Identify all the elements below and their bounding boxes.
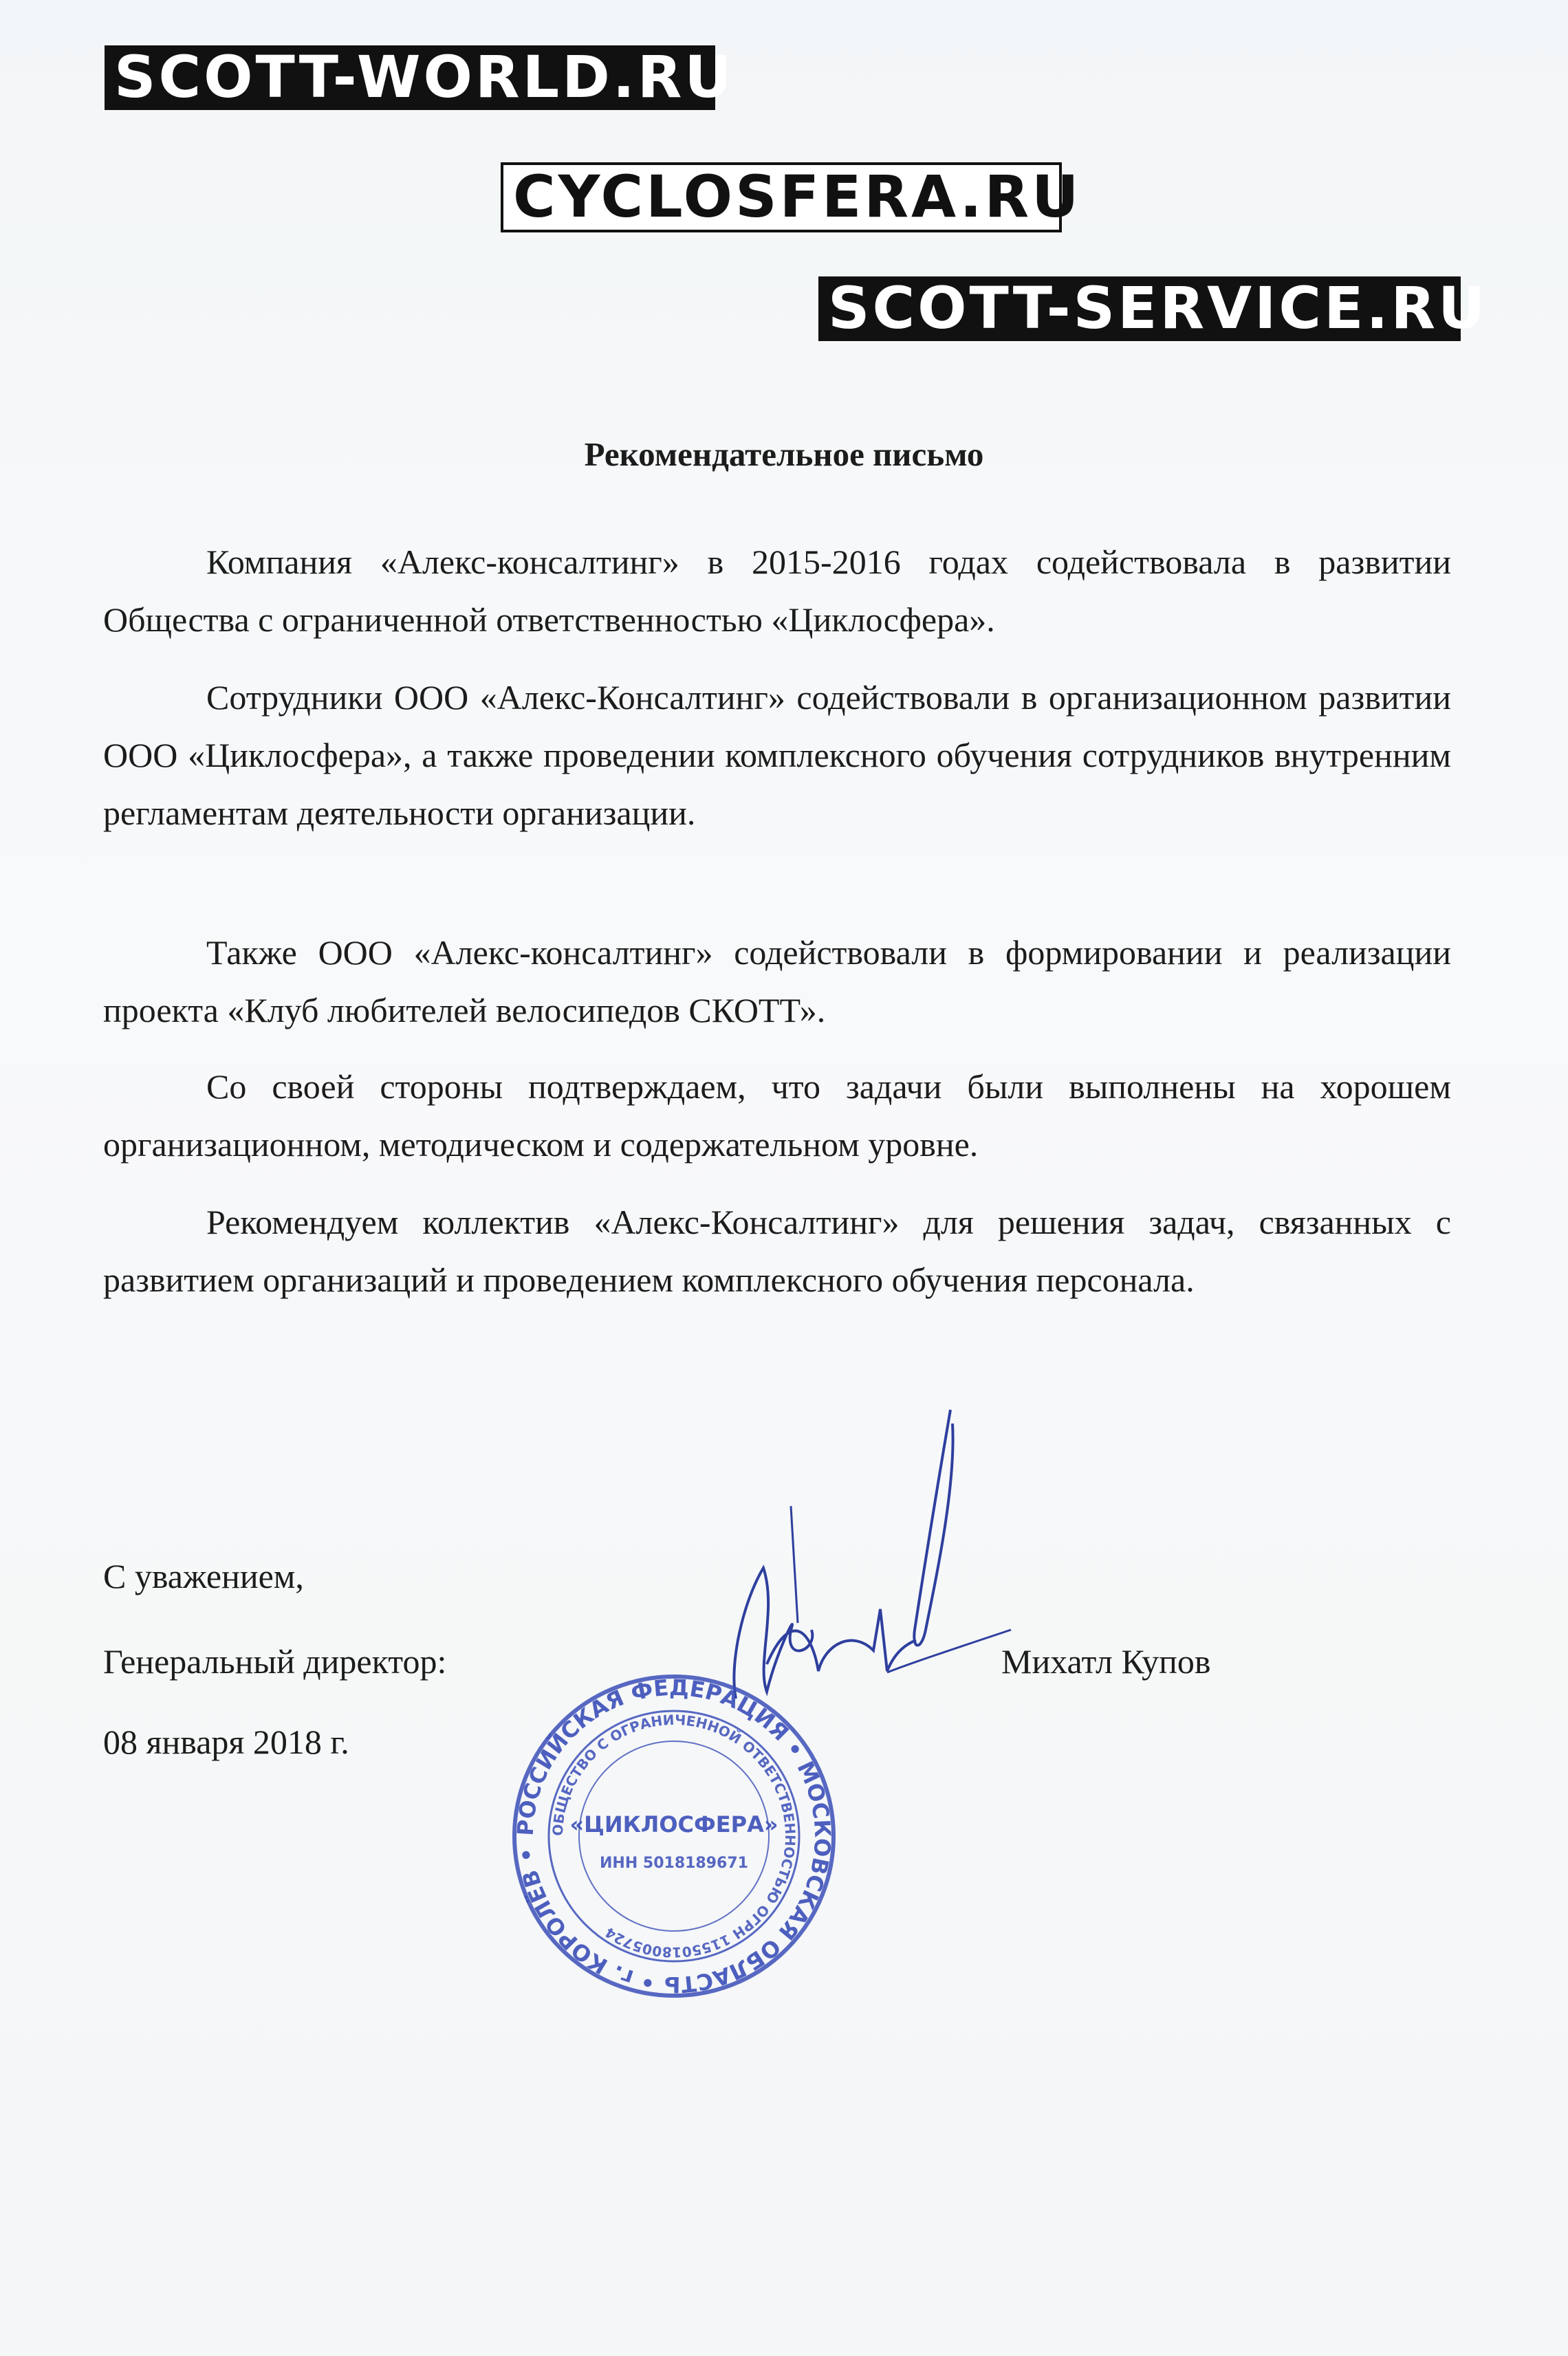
- paragraph-2: Сотрудники ООО «Алекс-Консалтинг» содействовали в организационном развитии ООО «Циклосфера», а также проведении комплексного обучения сотрудников внутренним регламентам деятельности организации.: [103, 678, 1451, 832]
- paragraph-4: Со своей стороны подтверждаем, что задачи были выполнены на хорошем организационном, методическом и содержательном уровне.: [103, 1067, 1451, 1164]
- paragraph-1: Компания «Алекс-консалтинг» в 2015-2016 годах содействовала в развитии Общества с ограниченной ответственностью «Циклосфера».: [103, 543, 1451, 639]
- seal-center-text: «ЦИКЛОСФЕРА»: [569, 1811, 778, 1837]
- seal-outer-text: РОССИЙСКАЯ ФЕДЕРАЦИЯ • МОСКОВСКАЯ ОБЛАСТЬ • г. КОРОЛЁВ •: [512, 1674, 836, 1998]
- banner-scott-world: SCOTT-WORLD.RU: [105, 45, 715, 110]
- seal-inn-text: ИНН 5018189671: [600, 1855, 748, 1872]
- banner-scott-service: SCOTT-SERVICE.RU: [818, 276, 1461, 341]
- company-seal-icon: [509, 1671, 839, 2001]
- banner-cyclosfera: CYCLOSFERA.RU: [501, 162, 1062, 232]
- paragraph-5: Рекомендуем коллектив «Алекс-Консалтинг» для решения задач, связанных с развитием организаций и проведением комплексного обучения персонала.: [103, 1203, 1451, 1299]
- closing-regards: С уважением,: [103, 1557, 304, 1595]
- signer-position: Генеральный директор:: [103, 1642, 447, 1681]
- signer-name: Михатл Купов: [1001, 1642, 1211, 1681]
- seal-inner-text: ОБЩЕСТВО С ОГРАНИЧЕННОЙ ОТВЕТСТВЕННОСТЬЮ ОГРН 1155018005724: [549, 1711, 799, 1961]
- paragraph-3: Также ООО «Алекс-консалтинг» содействовали в формировании и реализации проекта «Клуб любителей велосипедов СКОТТ».: [103, 933, 1451, 1029]
- letter-title: Рекомендательное письмо: [584, 435, 984, 473]
- letter-date: 08 января 2018 г.: [103, 1723, 349, 1761]
